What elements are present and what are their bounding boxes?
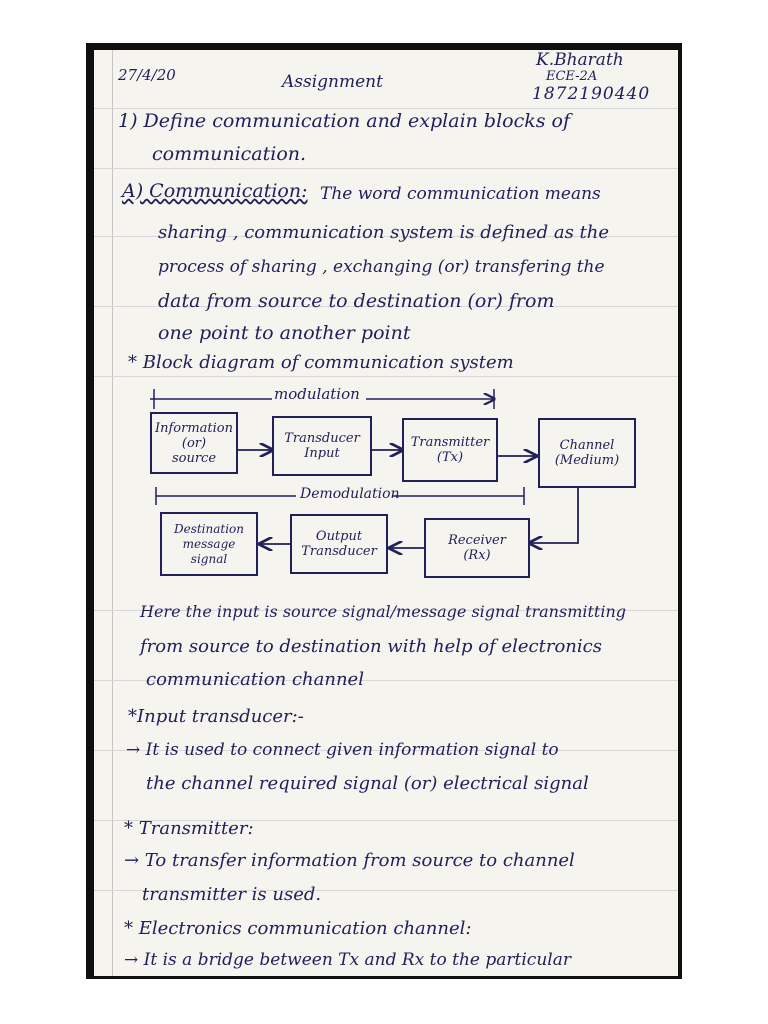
diagram-heading: * Block diagram of communication system (128, 352, 514, 373)
transmitter-line-2: transmitter is used. (142, 884, 322, 905)
block-transmitter (402, 418, 498, 482)
answer-line-5: one point to another point (158, 322, 411, 344)
header-class: ECE-2A (546, 69, 598, 84)
answer-line-1: The word communication means (320, 184, 601, 204)
transmitter-heading: * Transmitter: (124, 818, 254, 839)
header-date: 27/4/20 (118, 66, 176, 84)
explanation-line-3: communication channel (146, 669, 364, 690)
explanation-line-2: from source to destination with help of electronics (140, 636, 602, 657)
block-channel-label: Channel (Medium) (554, 438, 620, 468)
explanation-line-1: Here the input is source signal/message signal transmitting (140, 602, 627, 621)
block-channel (538, 418, 636, 488)
demodulation-label: Demodulation (300, 486, 400, 502)
header-title: Assignment (282, 72, 383, 92)
arrow-channel-to-receiver (530, 488, 578, 543)
block-transmitter-label: Transmitter (Tx) (410, 435, 490, 465)
modulation-label: modulation (274, 385, 360, 403)
answer-line-4: data from source to destination (or) from (158, 290, 555, 312)
answer-lead: A) Communication: (122, 180, 308, 202)
answer-line-2: sharing , communication system is defined as the (158, 222, 610, 243)
block-information-source (150, 412, 238, 474)
transmitter-line-1: → To transfer information from source to channel (124, 850, 575, 871)
header-roll-no: 1872190440 (532, 84, 651, 104)
answer-line-3: process of sharing , exchanging (or) transfering the (158, 257, 605, 277)
question-line-2: communication. (152, 143, 307, 165)
channel-line-1: → It is a bridge between Tx and Rx to the particular (124, 950, 571, 970)
block-receiver (424, 518, 530, 578)
input-transducer-heading: *Input transducer:- (128, 706, 304, 727)
header-name: K.Bharath (536, 50, 624, 70)
channel-heading: * Electronics communication channel: (124, 918, 472, 939)
block-receiver-label: Receiver (Rx) (448, 533, 506, 563)
block-input-transducer (272, 416, 372, 476)
block-input-transducer-label: Transducer Input (284, 431, 360, 461)
input-transducer-line-2: the channel required signal (or) electrical signal (146, 773, 589, 794)
block-output-transducer-label: Output Transducer (301, 529, 377, 559)
input-transducer-line-1: → It is used to connect given information signal to (126, 740, 559, 760)
block-output-transducer (290, 514, 388, 574)
block-destination-label: Destination message signal (173, 521, 245, 566)
block-destination (160, 512, 258, 576)
block-information-source-label: Information (or) source (154, 420, 234, 466)
question-line-1: 1) Define communication and explain blocks of (118, 110, 571, 132)
